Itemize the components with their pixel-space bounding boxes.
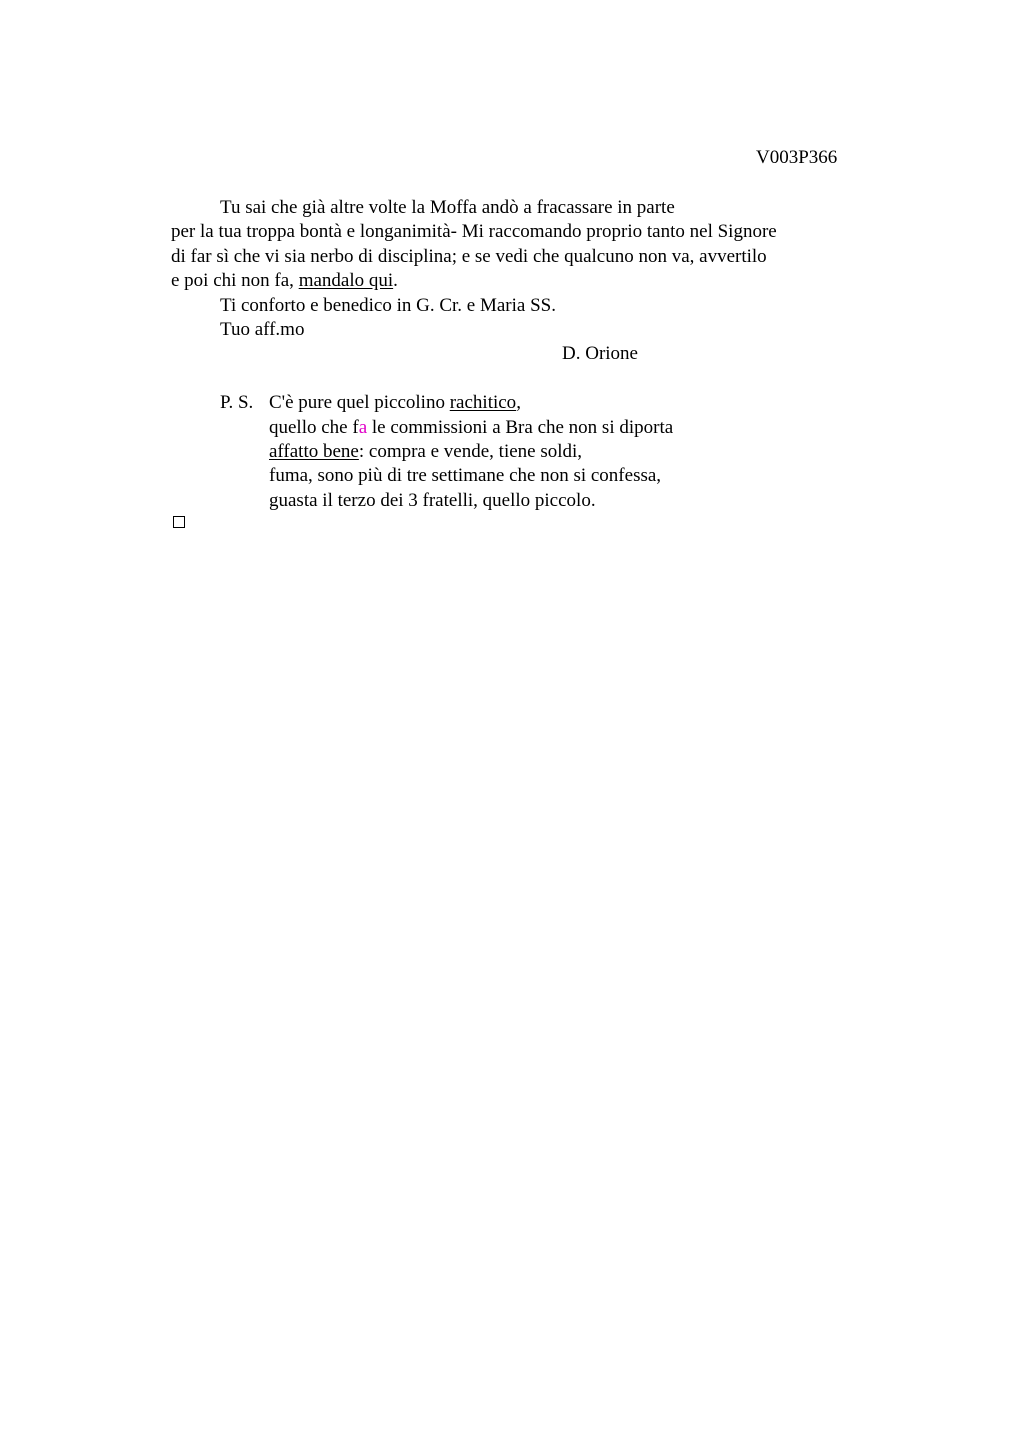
- blessing-line: Ti conforto e benedico in G. Cr. e Maria SS.: [220, 294, 556, 316]
- closing-line: Tuo aff.mo: [220, 318, 305, 340]
- postscript-line-3-end: : compra e vende, tiene soldi,: [358, 440, 583, 462]
- postscript-line-1-start: C'è pure quel piccolino: [269, 392, 450, 414]
- letter-line-4: [171, 269, 871, 293]
- postscript-line-1: [269, 391, 521, 415]
- spacer: [171, 367, 871, 391]
- underlined-phrase-mandalo-qui: mandalo qui: [298, 270, 394, 292]
- underlined-phrase-affatto-bene: affatto bene: [269, 440, 359, 462]
- highlighted-letter: a: [358, 416, 368, 438]
- underlined-word-rachitico: rachitico: [449, 392, 517, 414]
- postscript-line-3: [171, 440, 871, 464]
- postscript-line-1-end: ,: [516, 392, 521, 414]
- postscript-line-2-end: le commissioni a Bra che non si diporta: [367, 416, 674, 438]
- letter-body: [171, 196, 871, 513]
- postscript-line-2-start: quello che f: [269, 416, 359, 438]
- letter-line-1: Tu sai che già altre volte la Moffa andò a fracassare in parte: [220, 197, 675, 218]
- postscript-line-4: fuma, sono più di tre settimane che non si confessa,: [269, 465, 662, 487]
- checkbox-icon[interactable]: [173, 516, 185, 528]
- letter-line-2: per la tua troppa bontà e longanimità- Mi raccomando proprio tanto nel Signore: [171, 221, 777, 243]
- signature: D. Orione: [562, 343, 638, 365]
- page-identifier: V003P366: [756, 147, 838, 168]
- postscript-label: P. S.: [220, 392, 254, 414]
- postscript-first-row: [171, 391, 871, 415]
- letter-line-3: di far sì che vi sia nerbo di disciplina; e se vedi che qualcuno non va, avvertilo: [171, 245, 767, 267]
- letter-line-4-start: e poi chi non fa,: [171, 270, 299, 292]
- postscript-line-2: [171, 416, 871, 440]
- postscript-line-5: guasta il terzo dei 3 fratelli, quello piccolo.: [269, 489, 596, 511]
- letter-line-4-end: .: [393, 270, 398, 292]
